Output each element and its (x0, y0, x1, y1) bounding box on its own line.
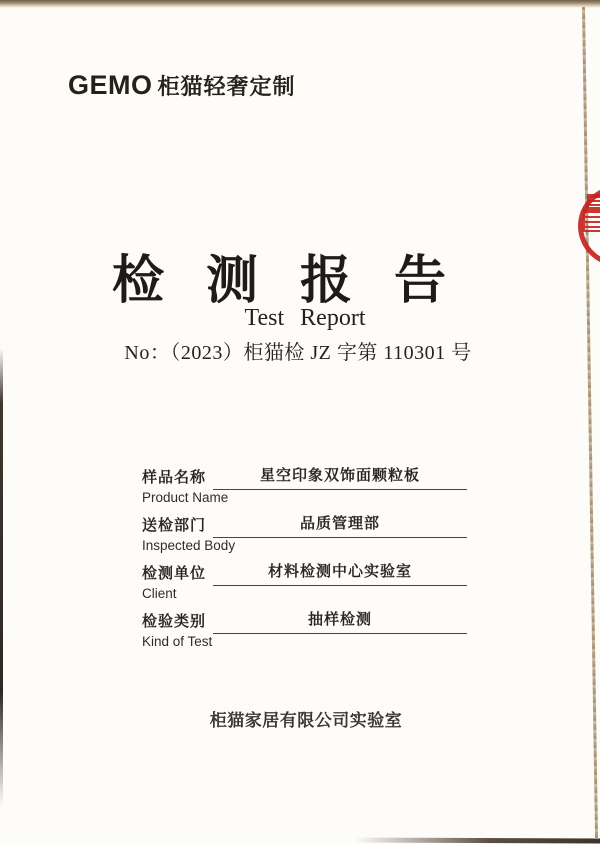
stamp-glyph-mark (587, 194, 600, 209)
report-number: No：（2023）柜猫检 JZ 字第 110301 号 (124, 342, 472, 364)
field-label-en: Kind of Test (142, 634, 213, 649)
field-label-zh: 样品名称 (142, 470, 207, 486)
field-label-en: Client (142, 586, 177, 601)
scan-edge-left (0, 348, 3, 806)
scan-edge-top (0, 0, 600, 8)
field-label-zh: 检测单位 (142, 566, 207, 582)
laboratory-name: 柜猫家居有限公司实验室 (209, 711, 403, 730)
field-value: 材料检测中心实验室 (213, 560, 467, 586)
field-row-client (142, 562, 477, 610)
field-row-product-name (142, 466, 477, 514)
field-value: 抽样检测 (213, 608, 467, 634)
field-value: 星空印象双饰面颗粒板 (213, 464, 467, 490)
stamp-glyph-mark (583, 209, 600, 232)
red-seal-stamp (578, 185, 600, 267)
field-row-kind-of-test (142, 610, 477, 658)
field-row-inspected-body (142, 514, 477, 562)
field-label-en: Product Name (142, 490, 229, 505)
field-value: 品质管理部 (213, 512, 467, 538)
field-label-zh: 检验类别 (142, 614, 207, 630)
report-fields (142, 466, 477, 658)
logo-wordmark-zh: 柜猫轻奢定制 (157, 74, 296, 99)
report-title-en: Test Report (244, 305, 366, 331)
logo-brand-text: GEMO (68, 70, 153, 100)
field-label-en: Inspected Body (142, 538, 236, 553)
company-logo (68, 70, 296, 101)
field-label-zh: 送检部门 (142, 518, 207, 534)
report-title-zh: 检测报告 (111, 253, 488, 310)
